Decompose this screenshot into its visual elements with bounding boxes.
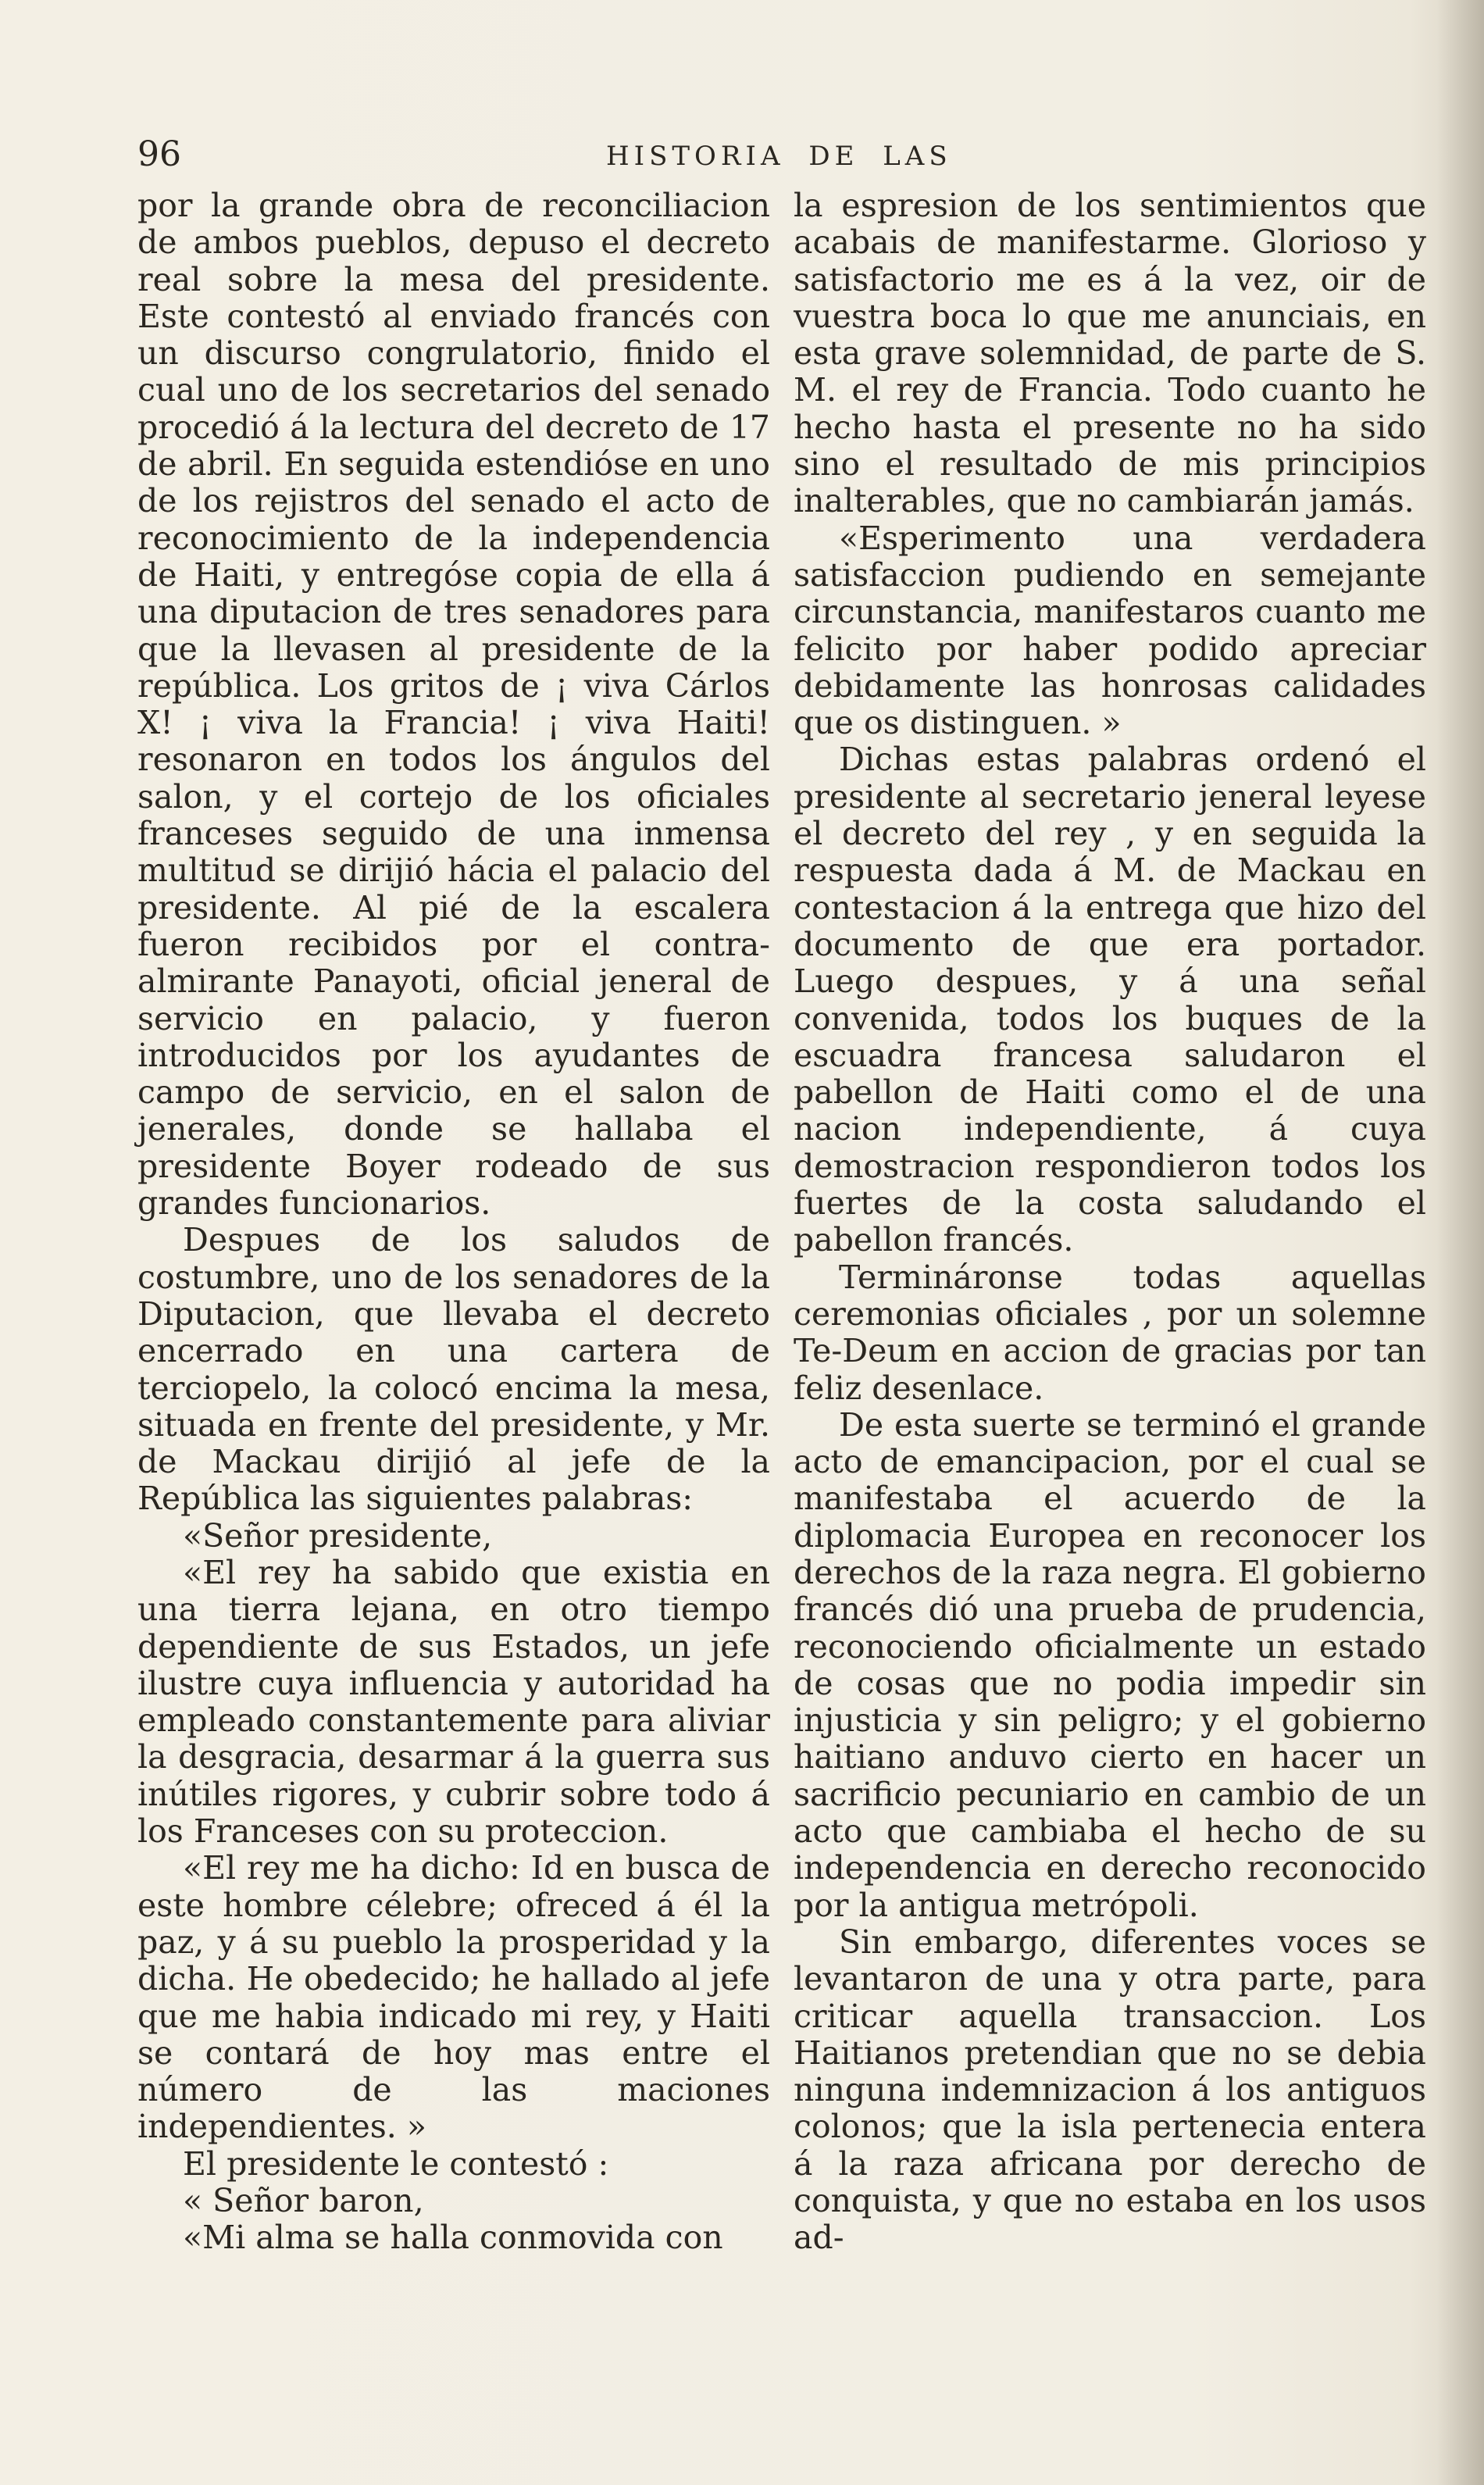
paragraph: Despues de los saludos de costumbre, uno de los senadores de la Diputacion, que llevaba el decreto encerrado en una cartera de terciopelo, la colocó encima la mesa, situada en frente del presidente, y Mr. de Mackau dirijió al jefe de la República las siguientes palabras:	[137, 1221, 770, 1518]
header-title: HISTORIA DE LAS	[606, 141, 952, 172]
paragraph: De esta suerte se terminó el grande acto de emancipacion, por el cual se manifestaba el acuerdo de la diplomacia Europea en reconocer los derechos de la raza negra. El gobierno francés dió una prueba de prudencia, reconociendo oficialmente un estado de cosas que no podia impedir sin injusticia y sin peligro; y el gobierno haitiano anduvo cierto en hacer un sacrificio pecuniario en cambio de un acto que cambiaba el hecho de su independencia en derecho reconocido por la antigua metrópoli.	[794, 1405, 1426, 1924]
paragraph: «Señor presidente,	[183, 1516, 493, 1555]
running-head	[137, 131, 1434, 178]
page-number: 96	[137, 134, 181, 174]
right-column	[794, 187, 1426, 2257]
paragraph: Termináronse todas aquellas ceremonias oficiales , por un solemne Te-Deum en accion de gracias por tan feliz desenlace.	[794, 1258, 1426, 1407]
paragraph: «El rey ha sabido que existia en una tierra lejana, en otro tiempo dependiente de sus Estados, un jefe ilustre cuya influencia y autoridad ha empleado constantemente para aliviar la desgracia, desarmar á la guerra sus inútiles rigores, y cubrir sobre todo á los Franceses con su proteccion.	[137, 1553, 770, 1851]
paragraph: «Esperimento una verdadera satisfaccion pudiendo en semejante circunstancia, manifestaros cuanto me felicito por haber podido apreciar debidamente las honrosas calidades que os distinguen. »	[794, 519, 1426, 742]
paragraph: El presidente le contestó :	[183, 2144, 609, 2183]
spine-shadow	[1437, 0, 1484, 2485]
paragraph: por la grande obra de reconciliacion de ambos pueblos, depuso el decreto real sobre la mesa del presidente. Este contestó al enviado francés con un discurso congrulatorio, finido el cual uno de los secretarios del senado procedió á la lectura del decreto de 17 de abril. En seguida estendióse en uno de los rejistros del senado el acto de reconocimiento de la independencia de Haiti, y entregóse copia de ella á una diputacion de tres senadores para que la llevasen al presidente de la república. Los gritos de ¡ viva Cárlos X! ¡ viva la Francia! ¡ viva Haiti! resonaron en todos los ángulos del salon, y el cortejo de los oficiales franceses seguido de una inmensa multitud se dirijió hácia el palacio del presidente. Al pié de la escalera fueron recibidos por el contra-almirante Panayoti, oficial jeneral de servicio en palacio, y fueron introducidos por los ayudantes de campo de servicio, en el salon de jenerales, donde se hallaba el presidente Boyer rodeado de sus grandes funcionarios.	[137, 187, 770, 1223]
paragraph: « Señor baron,	[183, 2182, 424, 2220]
paragraph: la espresion de los sentimientos que acabais de manifestarme. Glorioso y satisfactorio me es á la vez, oir de vuestra boca lo que me anunciais, en esta grave solemnidad, de parte de S. M. el rey de Francia. Todo cuanto he hecho hasta el presente no ha sido sino el resultado de mis principios inalterables, que no cambiarán jamás.	[794, 187, 1426, 520]
paragraph: Dichas estas palabras ordenó el presidente al secretario jeneral leyese el decreto del rey , y en seguida la respuesta dada á M. de Mackau en contestacion á la entrega que hizo del documento de que era portador. Luego despues, y á una señal convenida, todos los buques de la escuadra francesa saludaron el pabellon de Haiti como el de una nacion independiente, á cuya demostracion respondieron todos los fuertes de la costa saludando el pabellon francés.	[794, 741, 1426, 1259]
paragraph: «El rey me ha dicho: Id en busca de este hombre célebre; ofreced á él la paz, y á su pueblo la prosperidad y la dicha. He obedecido; he hallado al jefe que me habia indicado mi rey, y Haiti se contará de hoy mas entre el número de las maciones independientes. »	[137, 1849, 770, 2146]
paragraph: Sin embargo, diferentes voces se levantaron de una y otra parte, para criticar aquella transaccion. Los Haitianos pretendian que no se debia ninguna indemnizacion á los antiguos colonos; que la isla pertenecia entera á la raza africana por derecho de conquista, y que no estaba en los usos ad-	[794, 1923, 1426, 2257]
paragraph: «Mi alma se halla conmovida con	[183, 2219, 723, 2257]
left-column	[137, 187, 770, 2257]
